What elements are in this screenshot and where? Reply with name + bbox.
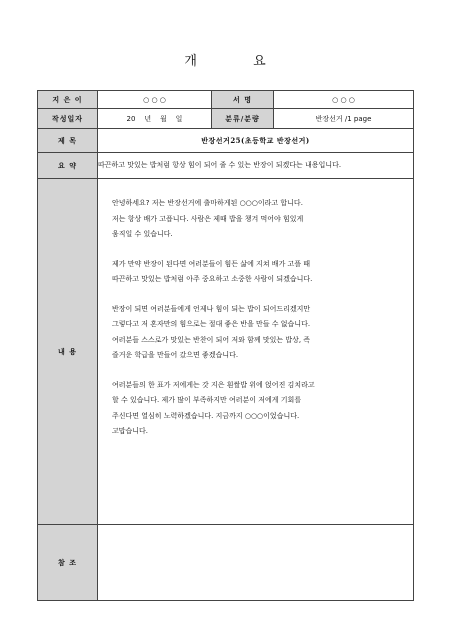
date-row <box>38 109 414 129</box>
author-row <box>38 91 414 109</box>
body-text <box>112 196 377 454</box>
date-value: 20 년 월 일 <box>98 109 212 129</box>
category-value: 반장선거 /1 page <box>274 109 414 129</box>
body-line: 할 수 있습니다. 제가 많이 부족하지만 여러분이 저에게 기회를 <box>112 396 302 404</box>
summary-row <box>38 153 414 179</box>
date-label: 작성일자 <box>38 109 98 129</box>
category-label: 분류/분량 <box>212 109 274 129</box>
body-line: 여러분들의 한 표가 저에게는 갓 지은 흰쌀밥 위에 얹어진 김치라고 <box>112 380 315 389</box>
body-line: 그렇다고 저 혼자만의 힘으로는 절대 좋은 반을 만들 수 없습니다. <box>112 320 311 328</box>
subject-value: 반장선거25(초등학교 반장선거) <box>98 129 414 153</box>
body-paragraph <box>112 302 377 364</box>
reference-cell <box>98 525 414 601</box>
body-line: 저는 항상 배가 고픕니다. 사람은 제때 밥을 챙겨 먹어야 힘있게 <box>112 214 304 223</box>
author-value: ○ ○ ○ <box>98 91 212 109</box>
body-paragraph <box>112 378 377 440</box>
reference-row <box>38 525 414 601</box>
summary-label: 요 약 <box>38 153 98 179</box>
content-label: 내 용 <box>38 179 98 525</box>
body-line: 고맙습니다. <box>112 427 149 435</box>
subject-label: 제 목 <box>38 129 98 153</box>
body-paragraph <box>112 257 377 288</box>
page-title: 개 요 <box>184 54 292 69</box>
body-paragraph <box>112 196 377 243</box>
body-line: 따끈하고 맛있는 밥처럼 아주 중요하고 소중한 사람이 되겠습니다. <box>112 275 313 283</box>
author-label: 지 은 이 <box>38 91 98 109</box>
body-line: 안녕하세요? 저는 반장선거에 출마하게된 ○○○이라고 합니다. <box>112 199 303 207</box>
body-line: 주신다면 열심히 노력하겠습니다. 지금까지 ○○○이었습니다. <box>112 411 300 420</box>
body-line: 움직일 수 있습니다. <box>112 230 173 238</box>
signature-label: 서 명 <box>212 91 274 109</box>
body-line: 반장이 되면 여러분들에게 언제나 힘이 되는 밥이 되어드리겠지만 <box>112 304 311 313</box>
signature-value: ○ ○ ○ <box>274 91 414 109</box>
body-line: 즐거운 학급을 만들어 갔으면 좋겠습니다. <box>112 351 239 359</box>
body-line: 제가 만약 반장이 된다면 여러분들이 힘든 삶에 지쳐 배가 고플 때 <box>112 259 311 268</box>
body-line: 여러분들 스스로가 맛있는 반찬이 되어 저와 함께 맛있는 밥상, 즉 <box>112 335 311 344</box>
summary-value: 따끈하고 맛있는 밥처럼 항상 힘이 되어 줄 수 있는 반장이 되겠다는 내용입니다. <box>98 153 414 179</box>
reference-label: 참 조 <box>38 525 98 601</box>
subject-row <box>38 129 414 153</box>
